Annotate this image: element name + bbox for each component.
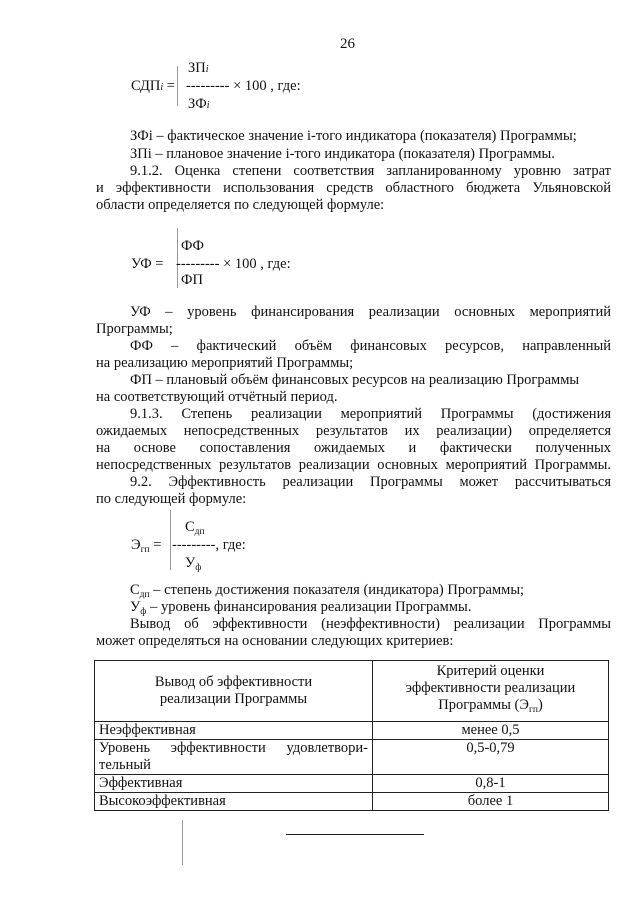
table-cell-label: Уровень эффективности удовлетвори- тельный — [95, 740, 373, 775]
fraction-line: --------- — [186, 78, 230, 94]
para-conclusion-line: Вывод об эффективности (неэффективности) реализации Программы — [130, 616, 611, 632]
footer-rule — [286, 834, 424, 835]
where-label: где: — [267, 256, 291, 272]
table-row — [95, 775, 609, 793]
para-conclusion-line: может определяться на основании следующих критериев: — [96, 633, 454, 649]
definition-ff-line: ФФ – фактический объём финансовых ресурсов, направленный — [130, 338, 611, 354]
times-100: × 100 , — [233, 78, 274, 94]
para-913-line: 9.1.3. Степень реализации мероприятий Программы (достижения — [130, 406, 611, 422]
para-913-line: ожидаемых непосредственных результатов их реализации) определяется — [96, 423, 611, 439]
page-number: 26 — [340, 36, 355, 52]
fraction-line-where: ---------, где: — [172, 537, 246, 553]
formula-denominator: ЗФ — [188, 96, 207, 112]
table-header-criterion: Критерий оценки эффективности реализации Программы $(Э_{гп})$ — [373, 661, 609, 722]
formula-lhs: СДП — [131, 78, 161, 94]
subscript: i — [160, 82, 164, 93]
table-header-conclusion: Вывод об эффективности реализации Программы — [95, 661, 373, 722]
table-cell-value: более 1 — [373, 793, 609, 811]
where-label: где: — [277, 78, 301, 94]
formula-lhs: УФ = — [131, 256, 164, 272]
table-header-row — [95, 661, 609, 722]
formula-denominator: ФП — [181, 272, 203, 288]
definition-sdp: $С_{дп}$ – степень достижения показателя (индикатора) Программы; — [130, 582, 525, 600]
subscript: дп — [194, 527, 205, 537]
definition-ff-line: на реализацию мероприятий Программы; — [96, 355, 354, 371]
table-row — [95, 793, 609, 811]
table-row — [95, 740, 609, 775]
formula-denominator: У — [185, 555, 196, 571]
formula-numerator: С — [185, 519, 195, 535]
subscript: гп — [140, 545, 150, 555]
criteria-table — [94, 660, 609, 811]
definition-zf: ЗФi – фактическое значение i-того индикатора (показателя) Программы; — [130, 128, 577, 144]
para-912-line: области определяется по следующей формуле: — [96, 197, 385, 213]
para-912-line: и эффективности использования средств областного бюджета Ульяновской — [96, 180, 611, 196]
scan-mark — [182, 820, 183, 865]
table-row — [95, 722, 609, 740]
table-cell-value: 0,5-0,79 — [373, 740, 609, 775]
scan-mark — [170, 510, 171, 570]
definition-uf-line: УФ – уровень финансирования реализации основных мероприятий — [130, 304, 611, 320]
times-100: × 100 , — [223, 256, 264, 272]
subscript: i — [205, 64, 209, 75]
para-912-line: 9.1.2. Оценка степени соответствия запланированному уровню затрат — [130, 163, 611, 179]
fraction-line: --------- — [176, 256, 220, 272]
formula-numerator: ФФ — [181, 238, 204, 254]
subscript: i — [206, 100, 210, 111]
definition-fp-line: на соответствующий отчётный период. — [96, 389, 338, 405]
definition-uf-short: $У_ф$ – уровень финансирования реализации Программы. — [130, 599, 472, 617]
scan-mark — [177, 66, 178, 106]
definition-zp: ЗПi – плановое значение i-того индикатора (показателя) Программы. — [130, 146, 555, 162]
table-cell-value: 0,8-1 — [373, 775, 609, 793]
para-913-line: непосредственных результатов реализации основных мероприятий Программы. — [96, 457, 611, 473]
para-92-line: 9.2. Эффективность реализации Программы может рассчитываться — [130, 474, 611, 490]
para-92-line: по следующей формуле: — [96, 491, 247, 507]
para-913-line: на основе сопоставления ожидаемых и фактически полученных — [96, 440, 611, 456]
table-cell-label: Неэффективная — [95, 722, 373, 740]
table-cell-value: менее 0,5 — [373, 722, 609, 740]
table-cell-label: Высокоэффективная — [95, 793, 373, 811]
formula-numerator: ЗП — [188, 60, 206, 76]
subscript: ф — [195, 563, 202, 573]
definition-fp-line: ФП – плановый объём финансовых ресурсов на реализацию Программы — [130, 372, 580, 388]
formula-lhs: Э — [131, 537, 141, 553]
equals-sign: = — [166, 78, 175, 94]
equals-sign: = — [153, 537, 162, 553]
table-cell-label: Эффективная — [95, 775, 373, 793]
definition-uf-line: Программы; — [96, 321, 173, 337]
